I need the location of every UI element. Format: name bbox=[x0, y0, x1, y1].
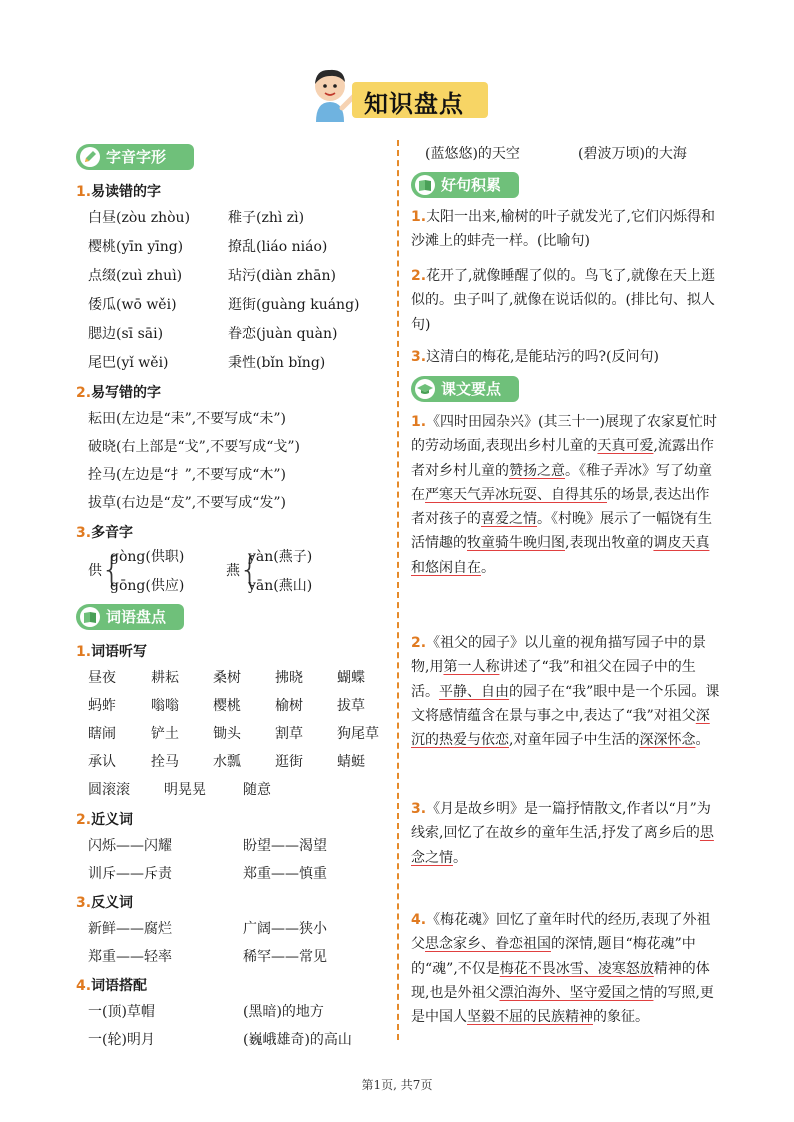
title-banner bbox=[352, 82, 488, 118]
dictation-word: 拔草 bbox=[337, 698, 365, 714]
collocation-item: (巍峨雄奇)的高山 bbox=[243, 1032, 352, 1048]
subheading-yi-xie-cuo: 2.易写错的字 bbox=[76, 385, 162, 401]
section-pill-ci-yu: 词语盘点 bbox=[76, 604, 184, 630]
write-item: 拔草(右边是“犮”,不要写成“发”) bbox=[88, 495, 287, 511]
section-pill-ke-wen: 课文要点 bbox=[411, 376, 519, 402]
subheading-yi-du-cuo: 1.易读错的字 bbox=[76, 184, 162, 200]
dictation-word: 随意 bbox=[243, 782, 271, 798]
pinyin-item: 玷污(diàn zhān) bbox=[228, 268, 336, 284]
pinyin-item: 腮边(sī sāi) bbox=[88, 326, 164, 342]
write-item: 拴马(左边是“扌”,不要写成“木”) bbox=[88, 467, 287, 483]
antonym-pair: 稀罕——常见 bbox=[243, 949, 327, 965]
dictation-word: 蝴蝶 bbox=[337, 670, 365, 686]
brace-glyph: { bbox=[101, 550, 123, 590]
brace-glyph: { bbox=[239, 550, 261, 590]
dictation-word: 明晃晃 bbox=[164, 782, 206, 798]
pinyin-item: 稚子(zhì zì) bbox=[228, 210, 305, 226]
dictation-word: 榆树 bbox=[275, 698, 303, 714]
collocation-item: (蓝悠悠)的天空 bbox=[425, 146, 520, 162]
pinyin-item: 白昼(zòu zhòu) bbox=[88, 210, 191, 226]
subheading-fan-yi: 3.反义词 bbox=[76, 895, 134, 911]
key-point-paragraph: 1.《四时田园杂兴》(其三十一)展现了农家夏忙时的劳动场面,表现出乡村儿童的天真可爱,流露出作者对乡村儿童的赞扬之意。《稚子弄冰》写了幼童在严寒天气弄冰玩耍、自得其乐的场景,表达出作者对孩子的喜爱之情。《村晚》展示了一幅饶有生活情趣的牧童骑牛晚归图,表现出牧童的调皮天真和悠闲自在。 bbox=[411, 414, 717, 576]
pinyin-item: 逛街(guàng kuáng) bbox=[228, 297, 360, 313]
duoyin-reading: yàn(燕子) bbox=[248, 549, 313, 565]
antonym-pair: 郑重——轻率 bbox=[88, 949, 172, 965]
boy-avatar-icon bbox=[308, 66, 358, 122]
subheading-ting-xie: 1.词语听写 bbox=[76, 644, 148, 660]
key-point-paragraph: 4.《梅花魂》回忆了童年时代的经历,表现了外祖父思念家乡、眷恋祖国的深情,题目“梅花魂”中的“魂”,不仅是梅花不畏冰雪、凌寒怒放精神的体现,也是外祖父漂泊海外、坚守爱国之情的写照,更是中国人坚毅不屈的民族精神的象征。 bbox=[411, 912, 714, 1026]
collocation-item: 一(顶)草帽 bbox=[88, 1004, 155, 1020]
antonym-pair: 新鲜——腐烂 bbox=[88, 921, 172, 937]
dictation-word: 铲土 bbox=[151, 726, 179, 742]
dictation-word: 樱桃 bbox=[213, 698, 241, 714]
page-footer: 第1页, 共7页 bbox=[361, 1078, 433, 1092]
dictation-word: 蜻蜓 bbox=[337, 754, 365, 770]
duoyin-char: 燕 bbox=[226, 563, 240, 579]
book-icon bbox=[80, 607, 100, 627]
antonym-pair: 广阔——狭小 bbox=[243, 921, 327, 937]
duoyin-char: 供 bbox=[88, 563, 102, 579]
pinyin-item: 倭瓜(wō wěi) bbox=[88, 297, 177, 313]
dictation-word: 割草 bbox=[275, 726, 303, 742]
subheading-da-pei: 4.词语搭配 bbox=[76, 978, 148, 994]
dictation-word: 锄头 bbox=[213, 726, 241, 742]
pinyin-item: 撩乱(liáo niáo) bbox=[228, 239, 328, 255]
dictation-word: 嗡嗡 bbox=[151, 698, 179, 714]
section-pill-zi-yin: 字音字形 bbox=[76, 144, 194, 170]
duoyin-reading: yān(燕山) bbox=[248, 578, 313, 594]
synonym-pair: 闪烁——闪耀 bbox=[88, 838, 172, 854]
dictation-word: 蚂蚱 bbox=[88, 698, 116, 714]
page-title: 知识盘点 bbox=[364, 90, 464, 118]
dictation-word: 圆滚滚 bbox=[88, 782, 130, 798]
collocation-item: (碧波万顷)的大海 bbox=[578, 146, 687, 162]
subheading-jin-yi: 2.近义词 bbox=[76, 812, 134, 828]
dictation-word: 耕耘 bbox=[151, 670, 179, 686]
dictation-word: 拴马 bbox=[151, 754, 179, 770]
page-header bbox=[308, 66, 488, 122]
dictation-word: 承认 bbox=[88, 754, 116, 770]
pencil-icon bbox=[80, 147, 100, 167]
dictation-word: 瞎闹 bbox=[88, 726, 116, 742]
sentence-item: 1.太阳一出来,榆树的叶子就发光了,它们闪烁得和沙滩上的蚌壳一样。(比喻句) bbox=[411, 209, 715, 250]
book-icon bbox=[415, 175, 435, 195]
subheading-duo-yin: 3.多音字 bbox=[76, 525, 134, 541]
key-point-paragraph: 3.《月是故乡明》是一篇抒情散文,作者以“月”为线索,回忆了在故乡的童年生活,抒发了离乡后的思念之情。 bbox=[411, 801, 714, 866]
duoyin-reading: gōng(供应) bbox=[110, 578, 185, 594]
write-item: 破晓(右上部是“戈”,不要写成“戈”) bbox=[88, 439, 301, 455]
write-item: 耘田(左边是“耒”,不要写成“未”) bbox=[88, 411, 287, 427]
dictation-word: 狗尾草 bbox=[337, 726, 379, 742]
pinyin-item: 秉性(bǐn bǐng) bbox=[228, 355, 326, 371]
synonym-pair: 盼望——渴望 bbox=[243, 838, 327, 854]
graduation-cap-icon bbox=[415, 379, 435, 399]
synonym-pair: 训斥——斥责 bbox=[88, 866, 172, 882]
pinyin-item: 尾巴(yǐ wěi) bbox=[88, 355, 169, 371]
duoyin-reading: gòng(供职) bbox=[110, 549, 185, 565]
key-point-paragraph: 2.《祖父的园子》以儿童的视角描写园子中的景物,用第一人称讲述了“我”和祖父在园子中的生活。平静、自由的园子在“我”眼中是一个乐园。课文将感情蕴含在景与事之中,表达了“我”对祖父深沉的热爱与依恋,对童年园子中生活的深深怀念。 bbox=[411, 635, 720, 749]
synonym-pair: 郑重——慎重 bbox=[243, 866, 327, 882]
pinyin-item: 点缀(zuì zhuì) bbox=[88, 268, 183, 284]
dictation-word: 水瓢 bbox=[213, 754, 241, 770]
collocation-item: 一(轮)明月 bbox=[88, 1032, 155, 1048]
collocation-item: (黑暗)的地方 bbox=[243, 1004, 324, 1020]
pinyin-item: 眷恋(juàn quàn) bbox=[228, 326, 338, 342]
sentence-item: 3.这清白的梅花,是能玷污的吗?(反问句) bbox=[411, 349, 659, 365]
pinyin-item: 樱桃(yīn yīng) bbox=[88, 239, 184, 255]
column-divider bbox=[397, 140, 399, 1040]
sentence-item: 2.花开了,就像睡醒了似的。鸟飞了,就像在天上逛似的。虫子叫了,就像在说话似的。(排比句、拟人句) bbox=[411, 268, 715, 333]
dictation-word: 逛街 bbox=[275, 754, 303, 770]
dictation-word: 昼夜 bbox=[88, 670, 116, 686]
dictation-word: 桑树 bbox=[213, 670, 241, 686]
dictation-word: 拂晓 bbox=[275, 670, 303, 686]
section-pill-hao-ju: 好句积累 bbox=[411, 172, 519, 198]
